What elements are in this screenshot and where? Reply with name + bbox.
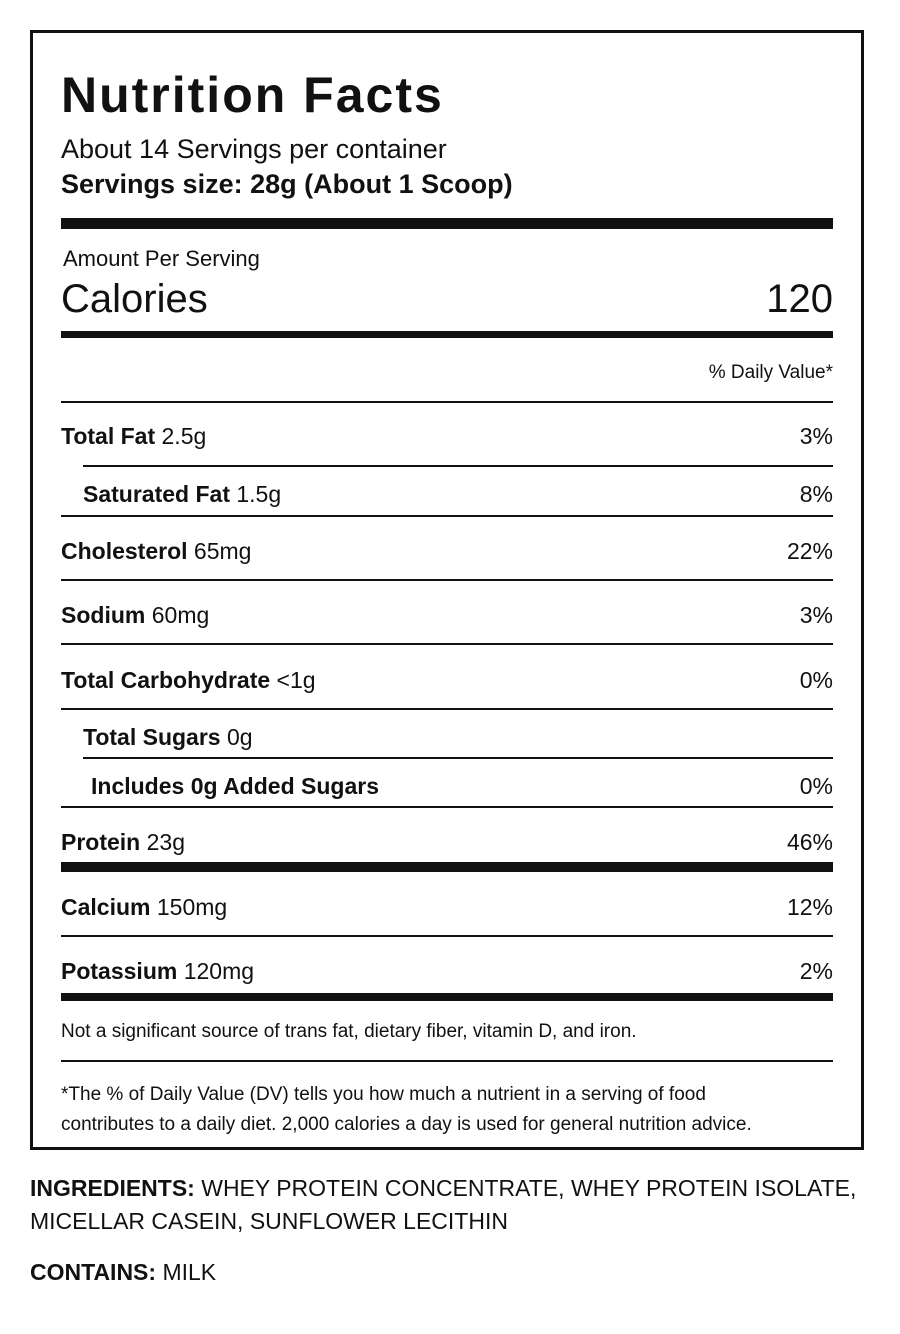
amount-per-serving: Amount Per Serving	[63, 246, 260, 271]
nutrient-name: Sodium	[61, 602, 146, 628]
nutrient-row-calcium	[61, 893, 227, 921]
ingredients-list: WHEY PROTEIN CONCENTRATE, WHEY PROTEIN ISOLATE, MICELLAR CASEIN, SUNFLOWER LECITHIN	[30, 1175, 857, 1234]
nutrient-amount: 2.5g	[161, 423, 207, 449]
nutrient-dv: 8%	[799, 481, 833, 507]
divider	[61, 515, 833, 517]
divider	[61, 708, 833, 710]
allergen-statement	[30, 1256, 216, 1289]
nutrient-row-total-carbohydrate	[61, 666, 316, 694]
nutrient-dv: 0%	[799, 667, 833, 693]
nutrient-name: Total Carbohydrate	[61, 667, 271, 693]
nutrient-row-saturated-fat	[83, 480, 281, 508]
nutrient-amount: 0g	[227, 724, 253, 750]
nutrient-name: Protein	[61, 829, 141, 855]
nutrient-name: Saturated Fat	[83, 481, 230, 507]
daily-value-footnote-line-1: *The % of Daily Value (DV) tells you how much a nutrient in a serving of food	[61, 1084, 706, 1105]
divider	[61, 643, 833, 645]
nutrient-row-total-fat	[61, 422, 206, 450]
divider	[83, 465, 833, 467]
nutrition-facts-panel	[30, 30, 864, 1150]
nutrient-dv: 46%	[786, 829, 833, 855]
nutrient-amount: 1.5g	[236, 481, 282, 507]
nutrient-amount: 65mg	[193, 538, 252, 564]
nutrient-name: Cholesterol	[61, 538, 188, 564]
nutrient-dv: 22%	[786, 538, 833, 564]
nutrient-dv: 0%	[799, 773, 833, 799]
nutrient-amount: 120mg	[183, 958, 255, 984]
daily-value-header: % Daily Value*	[708, 362, 833, 383]
nutrient-row-added-sugars	[91, 772, 379, 800]
medium-divider	[61, 993, 833, 1001]
divider	[61, 1060, 833, 1062]
calories-label: Calories	[61, 277, 208, 321]
nutrient-row-protein	[61, 828, 185, 856]
nutrient-dv: 2%	[799, 958, 833, 984]
divider	[83, 757, 833, 759]
servings-per-container: About 14 Servings per container	[61, 134, 447, 164]
nutrient-dv: 12%	[786, 894, 833, 920]
contains-heading: CONTAINS:	[30, 1259, 157, 1285]
medium-divider	[61, 331, 833, 338]
divider	[61, 579, 833, 581]
divider	[61, 935, 833, 937]
divider	[61, 401, 833, 403]
nutrient-name: Total Sugars	[83, 724, 221, 750]
nutrient-amount: <1g	[276, 667, 316, 693]
nutrient-row-cholesterol	[61, 537, 251, 565]
nutrient-amount: 150mg	[156, 894, 228, 920]
panel-title: Nutrition Facts	[61, 67, 444, 123]
daily-value-footnote-line-2: contributes to a daily diet. 2,000 calories a day is used for general nutrition advice.	[61, 1114, 752, 1135]
serving-size: Servings size: 28g (About 1 Scoop)	[61, 169, 513, 199]
nutrient-dv: 3%	[799, 423, 833, 449]
nutrient-row-total-sugars	[83, 723, 253, 751]
thick-divider	[61, 218, 833, 229]
ingredients-heading: INGREDIENTS:	[30, 1175, 195, 1201]
calories-value: 120	[766, 277, 833, 321]
nutrient-name: Potassium	[61, 958, 178, 984]
nutrient-dv: 3%	[799, 602, 833, 628]
nutrient-name: Calcium	[61, 894, 151, 920]
thick-divider	[61, 862, 833, 872]
contains-list: MILK	[156, 1259, 217, 1285]
not-significant-source-note: Not a significant source of trans fat, dietary fiber, vitamin D, and iron.	[61, 1021, 637, 1042]
nutrient-name: Total Fat	[61, 423, 156, 449]
divider	[61, 806, 833, 808]
nutrient-row-potassium	[61, 957, 254, 985]
nutrient-amount: 23g	[146, 829, 185, 855]
nutrient-name: Includes 0g Added Sugars	[91, 773, 379, 799]
nutrient-row-sodium	[61, 601, 209, 629]
nutrient-amount: 60mg	[151, 602, 210, 628]
ingredients-statement	[30, 1172, 860, 1238]
